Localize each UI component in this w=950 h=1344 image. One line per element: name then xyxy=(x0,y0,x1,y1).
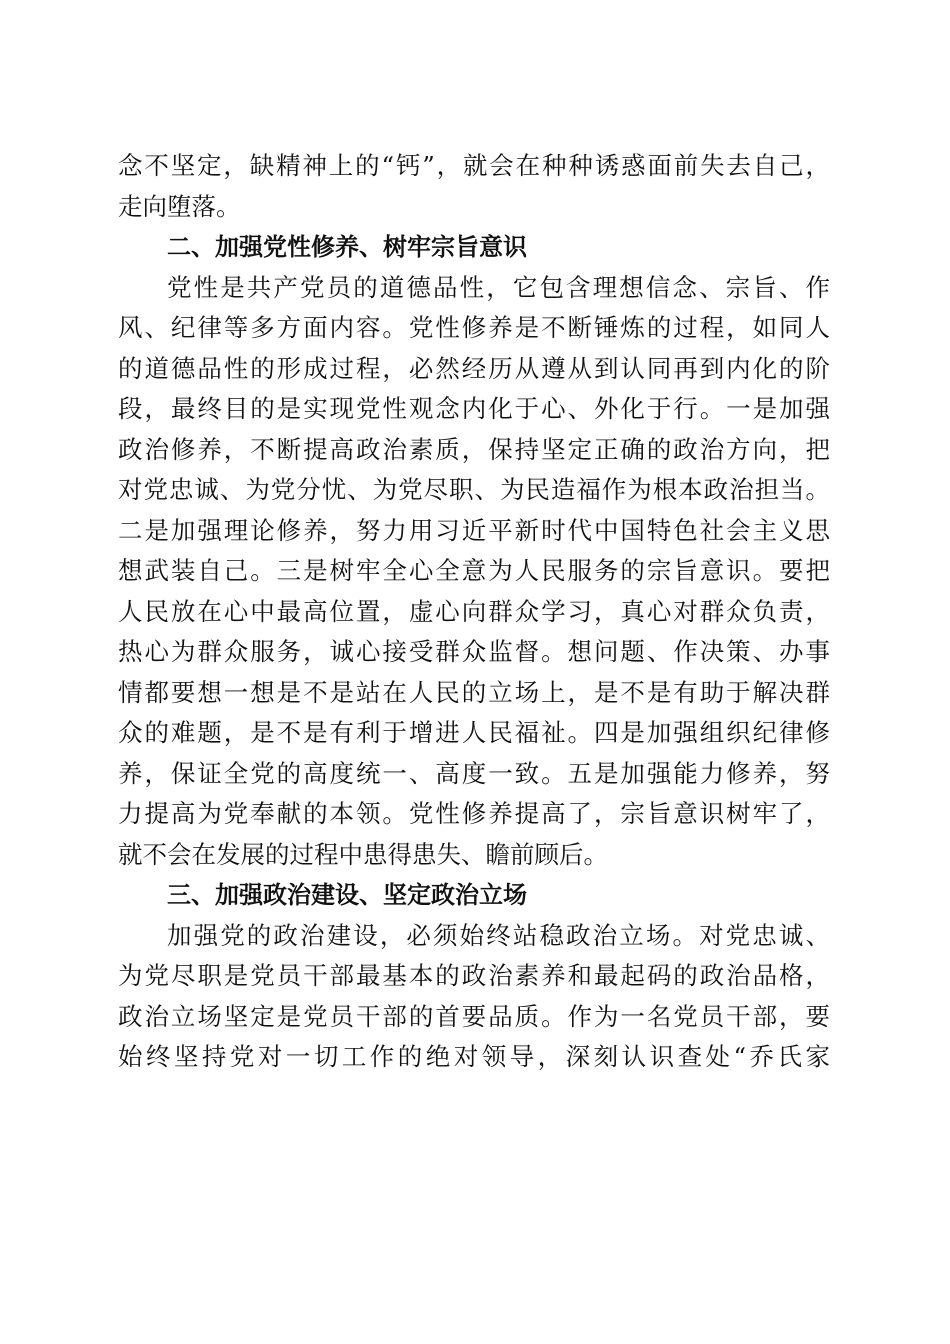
body-line: 二是加强理论修养，努力用习近平新时代中国特色社会主义思 xyxy=(118,515,830,545)
document-body xyxy=(118,146,830,1078)
body-line: 养，保证全党的高度统一、高度一致。五是加强能力修养，努 xyxy=(118,758,830,788)
body-line: 情都要想一想是不是站在人民的立场上，是不是有助于解决群 xyxy=(118,677,830,707)
body-line: 政治立场坚定是党员干部的首要品质。作为一名党员干部，要 xyxy=(118,1001,830,1031)
body-line: 力提高为党奉献的本领。党性修养提高了，宗旨意识树牢了， xyxy=(118,799,830,828)
body-line: 众的难题，是不是有利于增进人民福祉。四是加强组织纪律修 xyxy=(118,718,830,747)
body-line: 为党尽职是党员干部最基本的政治素养和最起码的政治品格， xyxy=(118,961,830,990)
body-line: 就不会在发展的过程中患得患失、瞻前顾后。 xyxy=(118,839,608,869)
section-heading-2: 二、加强党性修养、树牢宗旨意识 xyxy=(167,233,527,261)
body-line: 风、纪律等多方面内容。党性修养是不断锤炼的过程，如同人 xyxy=(118,313,830,342)
body-line: 加强党的政治建设，必须始终站稳政治立场。对党忠诚、 xyxy=(167,920,830,950)
body-line: 的道德品性的形成过程，必然经历从遵从到认同再到内化的阶 xyxy=(118,353,830,383)
body-line: 政治修养，不断提高政治素质，保持坚定正确的政治方向，把 xyxy=(118,434,830,464)
body-line: 对党忠诚、为党分忧、为党尽职、为民造福作为根本政治担当。 xyxy=(118,475,830,504)
section-heading-3: 三、加强政治建设、坚定政治立场 xyxy=(167,881,527,909)
body-line: 段，最终目的是实现党性观念内化于心、外化于行。一是加强 xyxy=(118,394,830,423)
body-line: 走向堕落。 xyxy=(118,191,241,221)
body-line: 人民放在心中最高位置，虚心向群众学习，真心对群众负责， xyxy=(118,596,830,626)
body-line: 始终坚持党对一切工作的绝对领导，深刻认识查处“乔氏家 xyxy=(118,1042,830,1071)
body-line: 党性是共产党员的道德品性，它包含理想信念、宗旨、作 xyxy=(167,272,830,302)
body-line: 想武装自己。三是树牢全心全意为人民服务的宗旨意识。要把 xyxy=(118,556,830,585)
body-line: 念不坚定，缺精神上的“钙”，就会在种种诱惑面前失去自己， xyxy=(118,151,830,180)
body-line: 热心为群众服务，诚心接受群众监督。想问题、作决策、办事 xyxy=(118,637,830,666)
